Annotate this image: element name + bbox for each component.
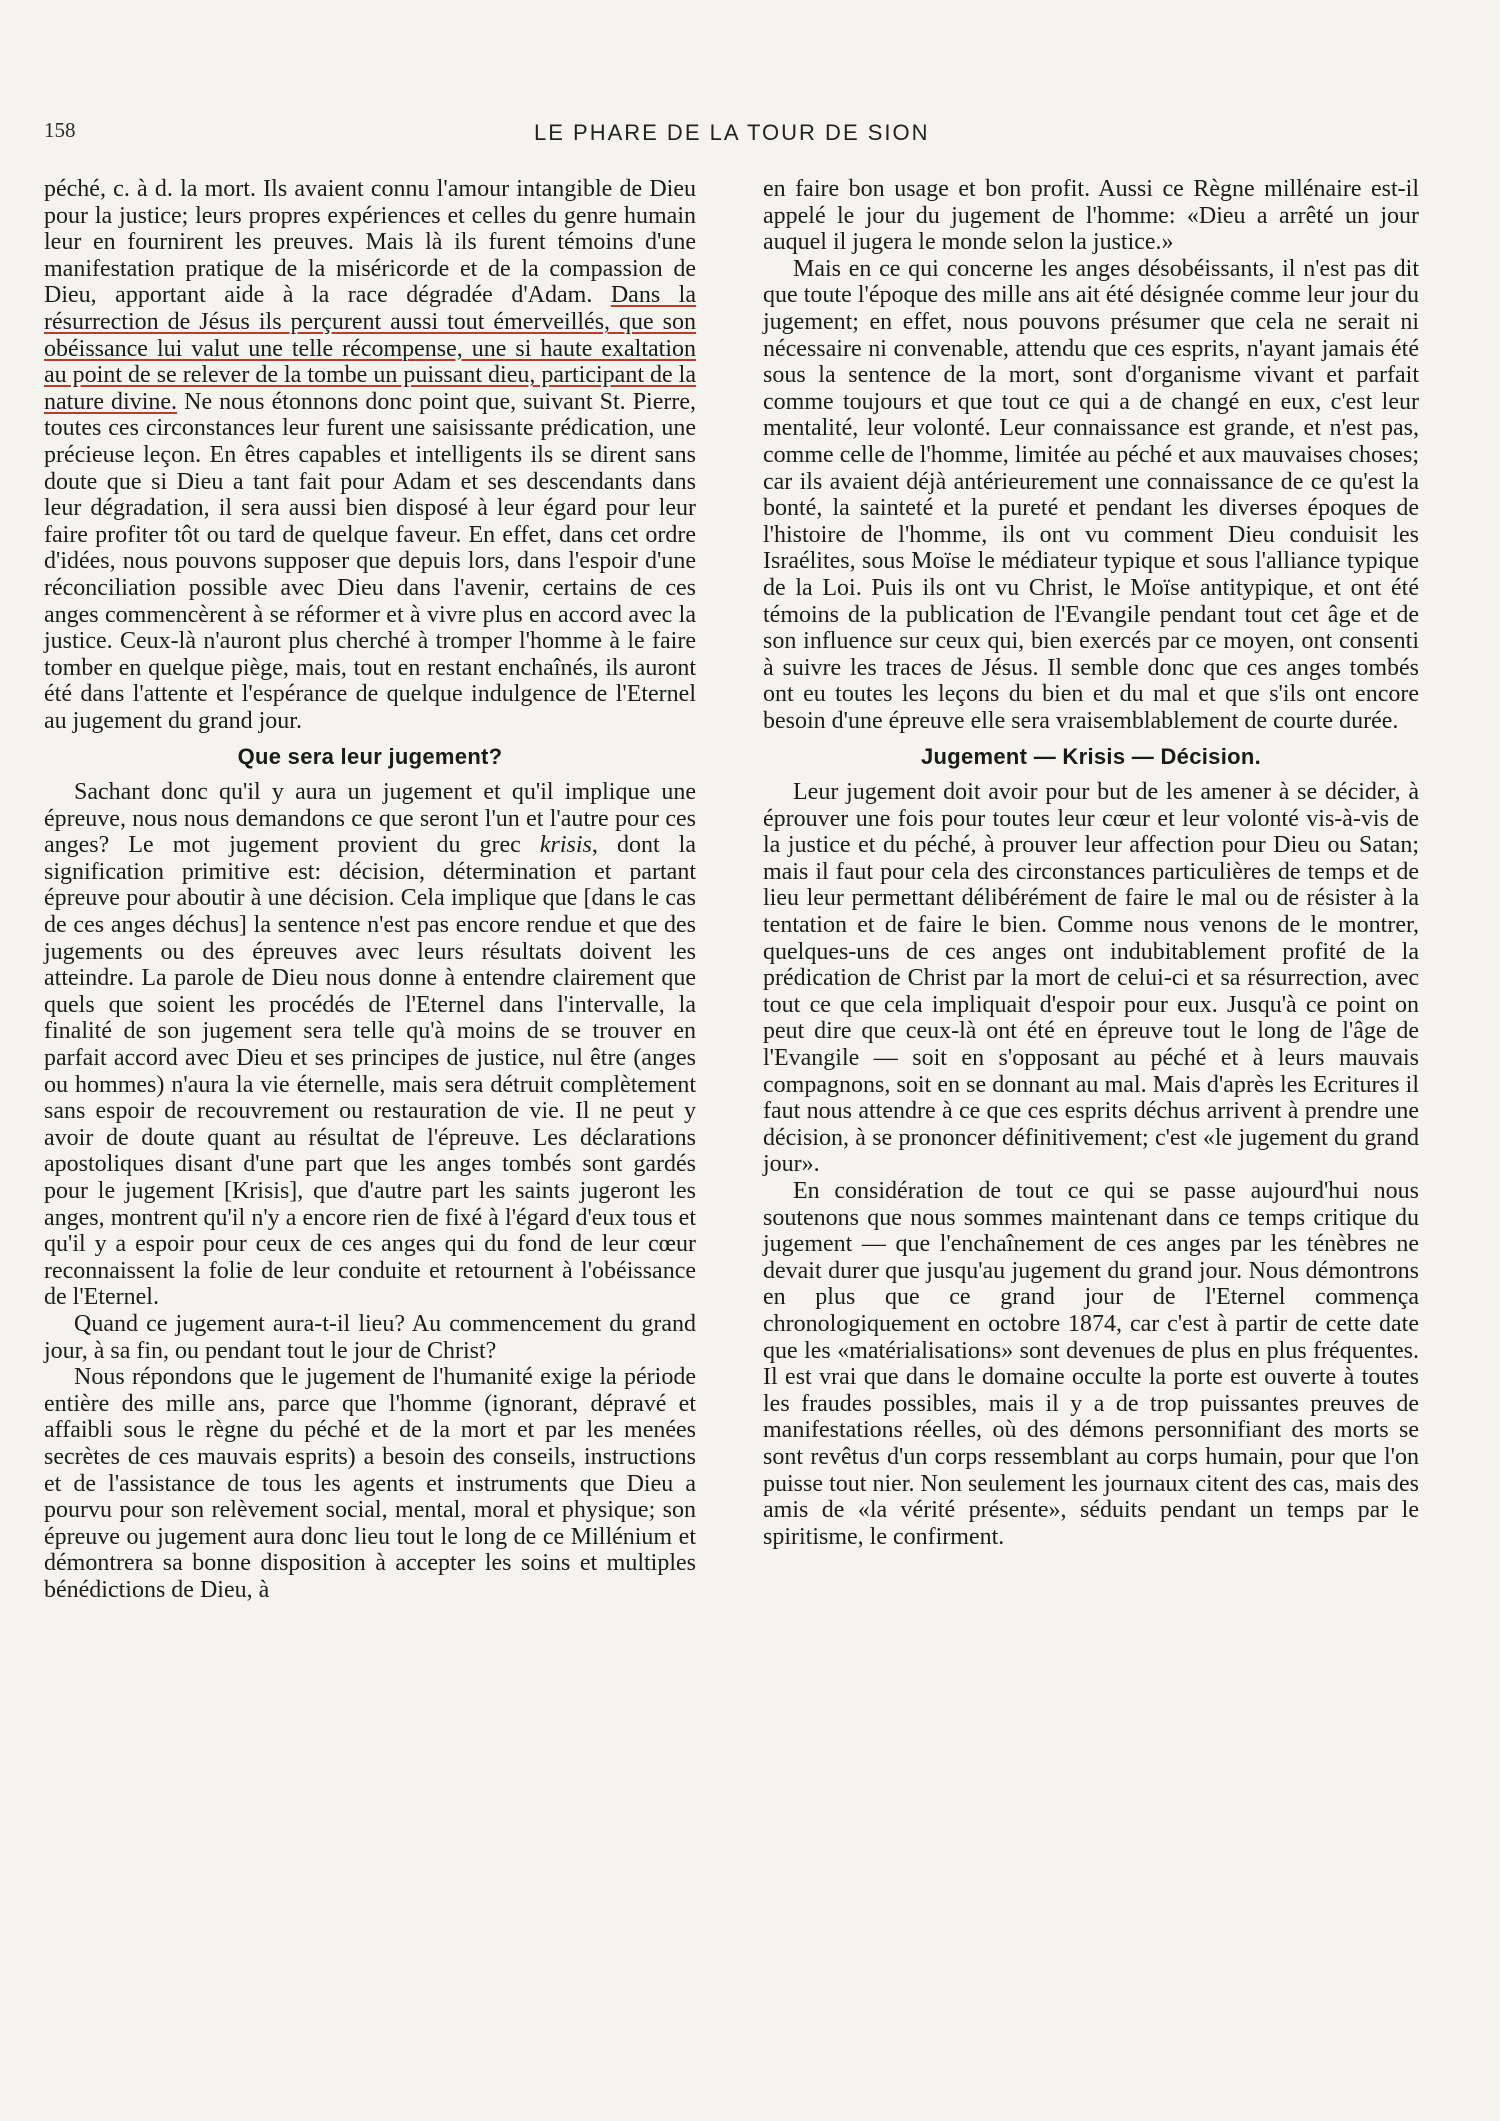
text-run: Sachant donc qu'il y aura un jugement et qu'il implique une épreuve, nous nous demandons ce que seront l'un et l'autre pour ces anges? Le mot jugement provient du grec <box>44 779 696 859</box>
paragraph: en faire bon usage et bon profit. Aussi ce Règne millénaire est-il appelé le jour du jugement de l'homme: «Dieu a arrêté un jour auquel il jugera le monde selon la justice.» <box>763 176 1419 256</box>
italic-term: krisis <box>539 832 592 859</box>
paragraph: En considération de tout ce qui se passe aujourd'hui nous soutenons que nous sommes maintenant dans ce temps critique du jugement — que l'enchaînement de ces anges par les ténèbres ne devait durer que jusqu'au jugement du grand jour. Nous démontrons en plus que ce grand jour de l'Eternel commença chronologiquement en octobre 1874, car c'est à partir de cette date que les «matérialisations» sont devenues de plus en plus fréquentes. Il est vrai que dans le domaine occulte la porte est ouverte à toutes les fraudes possibles, mais il y a de trop puissantes preuves de manifestations réelles, où des démons personnifiant des morts se sont revêtus d'un corps ressemblant au corps humain, pour que l'on puisse tout nier. Non seulement les journaux citent des cas, mais des amis de «la vérité présente», séduits pendant un temps par le spiritisme, le confirment. <box>763 1177 1419 1550</box>
paragraph <box>44 176 696 734</box>
section-heading: Jugement — Krisis — Décision. <box>920 744 1261 770</box>
page-header <box>44 118 944 154</box>
text-run: péché, c. à d. la mort. Ils avaient connu l'amour intangible de Dieu pour la justice; leurs propres expériences et celles du genre humain leur en fournirent les preuves. Mais là ils furent témoins d'une manifestation pratique de la miséricorde et de la compassion de Dieu, apportant aide à la race dégradée d'Adam. <box>44 176 696 309</box>
section-heading: Que sera leur jugement? <box>237 744 503 770</box>
running-title: LE PHARE DE LA TOUR DE SION <box>534 120 930 145</box>
paragraph: Nous répondons que le jugement de l'humanité exige la période entière des mille ans, parce que l'homme (ignorant, dépravé et affaibli sous le règne du péché et de la mort et par les menées secrètes de ces mauvais esprits) a besoin des conseils, instructions et de l'assistance de tous les agents et instruments que Dieu a pourvu pour son relèvement social, mental, moral et physique; son épreuve ou jugement aura donc lieu tout le long de ce Millénium et démontrera sa bonne disposition à accepter les soins et multiples bénédictions de Dieu, à <box>44 1364 696 1603</box>
paragraph: Quand ce jugement aura-t-il lieu? Au commencement du grand jour, à sa fin, ou pendant tout le jour de Christ? <box>44 1310 696 1364</box>
text-run: , dont la signification primitive est: décision, détermination et partant épreuve pour aboutir à une décision. Cela implique que [dans le cas de ces anges déchus] la sentence n'est pas encore rendue et que des jugements ou des épreuves avec leurs résultats doivent les atteindre. La parole de Dieu nous donne à entendre clairement que quels que soient les procédés de l'Eternel dans l'intervalle, la finalité de son jugement sera telle qu'à moins de se trouver en parfait accord avec Dieu et ses principes de justice, nul être (anges ou hommes) n'aura la vie éternelle, mais sera détruit complètement sans espoir de recouvrement ou restauration de vie. Il ne peut y avoir de doute quant au résultat de l'épreuve. Les déclarations apostoliques disant d'une part que les anges tombés sont gardés pour le jugement [Krisis], que d'autre part les saints jugeront les anges, montrent qu'il n'y a encore rien de fixé à l'égard d'eux tous et qu'il y a espoir pour ceux de ces anges qui du fond de leur cœur reconnaissent la folie de leur conduite et retournent à l'obéissance de l'Eternel. <box>44 832 696 1311</box>
underlined-passage: Dans la résurrection de Jésus ils perçurent aussi tout émerveillés, que son obéissance lui valut une telle récompense, une si haute exaltation au point de se relever de la tombe un puissant dieu, participant de la nature divine. <box>44 282 696 415</box>
paragraph: Leur jugement doit avoir pour but de les amener à se décider, à éprouver une fois pour toutes leur cœur et leur volonté vis-à-vis de la justice et du péché, à prouver leur affection pour Dieu ou Satan; mais il faut pour cela des circonstances particulières de temps et de lieu leur permettant délibérément de faire le mal ou de résister à la tentation et de faire le bien. Comme nous venons de le montrer, quelques-uns de ces anges ont indubitablement profité de la prédication de Christ par la mort de celui-ci et sa résurrection, avec tout ce que cela impliquait d'espoir pour eux. Jusqu'à ce point on peut dire que ceux-là ont été en épreuve tout le long de l'âge de l'Evangile — soit en s'opposant au péché et à leurs mauvais compagnons, soit en se donnant au mal. Mais d'après les Ecritures il faut nous attendre à ce que ces esprits déchus arrivent à prendre une décision, à se prononcer définitivement; c'est «le jugement du grand jour». <box>763 779 1419 1178</box>
left-column <box>44 176 696 1603</box>
right-column <box>763 176 1419 1550</box>
paragraph: Mais en ce qui concerne les anges désobéissants, il n'est pas dit que toute l'époque des mille ans ait été désignée comme leur jour du jugement; en effet, nous pouvons présumer que cela ne serait ni nécessaire ni convenable, attendu que ces esprits, n'ayant jamais été sous la sentence de la mort, sont d'organisme vivant et parfait comme toujours et que tout ce qui a de changé en eux, c'est leur mentalité, leur volonté. Leur connaissance est grande, et n'est pas, comme celle de l'homme, limitée au péché et aux mauvaises choses; car ils avaient déjà antérieurement une connaissance de ce qu'est la bonté, la sainteté et la pureté et pendant les diverses époques de l'histoire de l'homme, ils ont vu comment Dieu conduisit les Israélites, sous Moïse le médiateur typique et sous l'alliance typique de la Loi. Puis ils ont vu Christ, le Moïse antitypique, et ont été témoins de la publication de l'Evangile pendant tout cet âge et de son influence sur ceux qui, bien exercés par ce moyen, ont consenti à suivre les traces de Jésus. Il semble donc que ces anges tombés ont eu toutes les leçons du bien et du mal et que s'ils ont encore besoin d'une épreuve elle sera vraisemblablement de courte durée. <box>763 255 1419 734</box>
page-number: 158 <box>44 118 76 142</box>
paragraph <box>44 779 696 1311</box>
text-run: Ne nous étonnons donc point que, suivant St. Pierre, toutes ces circonstances leur furent une saisissante prédication, une précieuse leçon. En êtres capables et intelligents ils se dirent sans doute que si Dieu a tant fait pour Adam et ses descendants dans leur dégradation, il sera aussi bien disposé à leur égard pour leur faire profiter tôt ou tard de quelque faveur. En effet, dans cet ordre d'idées, nous pouvons supposer que depuis lors, dans l'espoir d'une réconciliation possible avec Dieu dans l'avenir, certains de ces anges commencèrent à se réformer et à vivre plus en accord avec la justice. Ceux-là n'auront plus cherché à tromper l'homme à le faire tomber en quelque piège, mais, tout en restant enchaînés, ils auront été dans l'attente et l'espérance de quelque indulgence de l'Eternel au jugement du grand jour. <box>44 388 696 734</box>
